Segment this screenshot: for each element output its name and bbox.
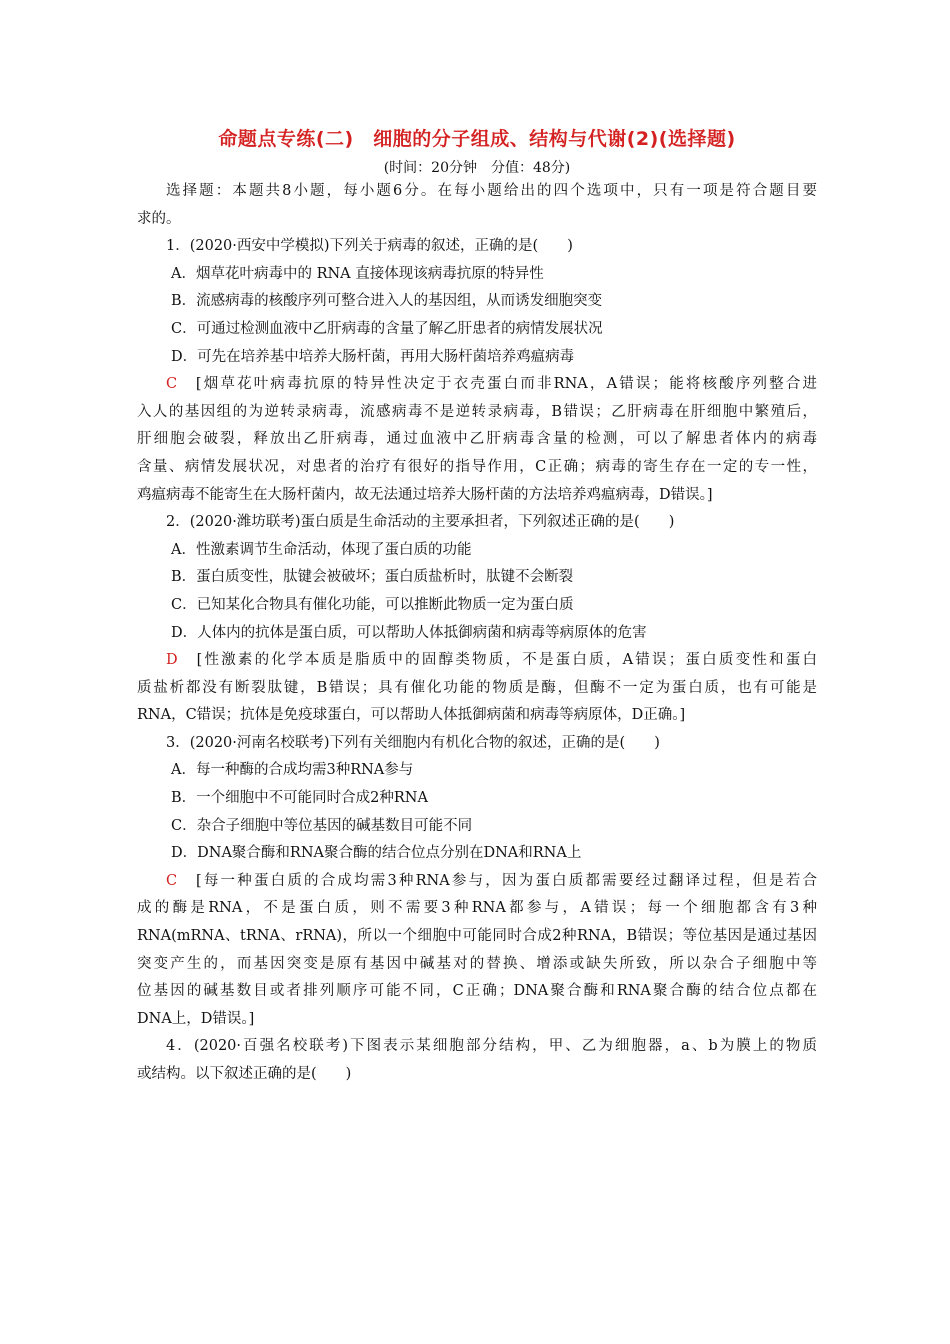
q3-option-a: A．每一种酶的合成均需3种RNA参与 xyxy=(171,762,414,779)
q2-answer-text: [性激素的化学本质是脂质中的固醇类物质，不是蛋白质，A错误；蛋白质变性和蛋白 xyxy=(177,652,817,669)
q2-answer-letter: D xyxy=(166,652,178,669)
q3-option-c: C．杂合子细胞中等位基因的碱基数目可能不同 xyxy=(171,817,473,834)
question-2-stem: 2．(2020·潍坊联考)蛋白质是生命活动的主要承担者，下列叙述正确的是( ) xyxy=(166,514,675,531)
q1-option-b: B．流感病毒的核酸序列可整合进入人的基因组，从而诱发细胞突变 xyxy=(171,293,603,310)
q2-option-b: B．蛋白质变性，肽键会被破坏；蛋白质盐析时，肽键不会断裂 xyxy=(171,569,574,586)
q1-option-a: A．烟草花叶病毒中的 RNA 直接体现该病毒抗原的特异性 xyxy=(171,265,544,282)
q1-answer-line: 肝细胞会破裂，释放出乙肝病毒，通过血液中乙肝病毒含量的检测，可以了解患者体内的病毒 xyxy=(137,431,817,448)
question-4-stem: 或结构。以下叙述正确的是( ) xyxy=(137,1066,352,1082)
q1-option-c: C．可通过检测血液中乙肝病毒的含量了解乙肝患者的病情发展状况 xyxy=(171,320,603,337)
q2-option-d: D．人体内的抗体是蛋白质，可以帮助人体抵御病菌和病毒等病原体的危害 xyxy=(171,624,647,641)
q3-answer-line: DNA上，D错误。] xyxy=(137,1010,255,1027)
q2-answer-line: 质盐析都没有断裂肽键，B错误；具有催化功能的物质是酶，但酶不一定为蛋白质，也有可能是 xyxy=(137,679,817,696)
q1-answer-line: 鸡瘟病毒不能寄生在大肠杆菌内，故无法通过培养大肠杆菌的方法培养鸡瘟病毒，D错误。] xyxy=(137,486,713,503)
q1-answer-line: 入人的基因组的为逆转录病毒，流感病毒不是逆转录病毒，B错误；乙肝病毒在肝细胞中繁殖后， xyxy=(137,403,817,420)
q3-answer-line xyxy=(137,868,817,896)
q1-option-d: D．可先在培养基中培养大肠杆菌，再用大肠杆菌培养鸡瘟病毒 xyxy=(171,348,575,365)
q1-answer-text: [烟草花叶病毒抗原的特异性决定于衣壳蛋白而非RNA，A错误；能将核酸序列整合进 xyxy=(177,376,817,393)
q1-answer-line: 含量、病情发展状况，对患者的治疗有很好的指导作用，C正确；病毒的寄生存在一定的专一性， xyxy=(137,458,817,475)
q3-answer-text: [每一种蛋白质的合成均需3种RNA参与，因为蛋白质都需要经过翻译过程，但是若合 xyxy=(177,872,817,889)
q3-option-d: D．DNA聚合酶和RNA聚合酶的结合位点分别在DNA和RNA上 xyxy=(171,845,582,862)
q3-answer-letter: C xyxy=(166,872,178,889)
q3-answer-line: RNA(mRNA、tRNA、rRNA)，所以一个细胞中可能同时合成2种RNA，B错误；等位基因是通过基因 xyxy=(137,928,817,945)
document-body xyxy=(137,178,817,1089)
q3-option-b: B．一个细胞中不可能同时合成2种RNA xyxy=(171,790,428,807)
q2-option-a: A．性激素调节生命活动，体现了蛋白质的功能 xyxy=(171,541,472,558)
q1-answer-letter: C xyxy=(166,376,178,393)
question-3-stem: 3．(2020·河南名校联考)下列有关细胞内有机化合物的叙述，正确的是( ) xyxy=(166,734,660,751)
intro-line: 选择题：本题共8小题，每小题6分。在每小题给出的四个选项中，只有一项是符合题目要 xyxy=(166,183,817,199)
q3-answer-line: 成的酶是RNA，不是蛋白质，则不需要3种RNA都参与，A错误；每一个细胞都含有3种 xyxy=(137,900,817,917)
q2-option-c: C．已知某化合物具有催化功能，可以推断此物质一定为蛋白质 xyxy=(171,596,574,613)
question-4-stem: 4．(2020·百强名校联考)下图表示某细胞部分结构，甲、乙为细胞器，a、b为膜上的物质 xyxy=(166,1038,817,1055)
page-title: 命题点专练(二) 细胞的分子组成、结构与代谢(2)(选择题) xyxy=(218,128,736,150)
q2-answer-line: RNA，C错误；抗体是免疫球蛋白，可以帮助人体抵御病菌和病毒等病原体，D正确。] xyxy=(137,707,686,724)
intro-line: 求的。 xyxy=(137,210,181,227)
q3-answer-line: 突变产生的，而基因突变是原有基因中碱基对的替换、增添或缺失所致，所以杂合子细胞中等 xyxy=(137,955,817,972)
question-1-stem: 1．(2020·西安中学模拟)下列关于病毒的叙述，正确的是( ) xyxy=(166,238,573,255)
q2-answer-line xyxy=(137,647,817,675)
q1-answer-line xyxy=(137,371,817,399)
time-score-info: (时间：20分钟 分值：48分) xyxy=(383,160,571,176)
q3-answer-line: 位基因的碱基数目或者排列顺序可能不同，C正确；DNA聚合酶和RNA聚合酶的结合位点都在 xyxy=(137,983,817,1000)
